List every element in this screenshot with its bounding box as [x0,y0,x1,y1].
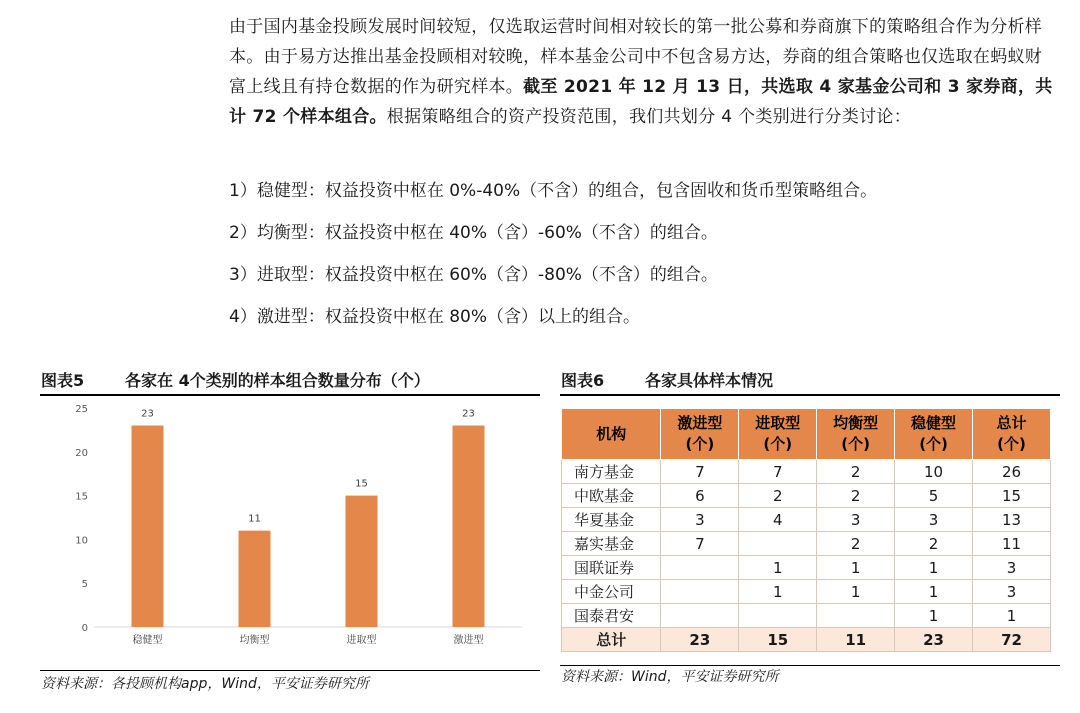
table-header-cell [895,409,973,460]
count-cell: 2 [817,484,895,508]
table-body [562,460,1051,652]
y-tick-label: 10 [75,535,88,547]
category-item-3: 3）进取型：权益投资中枢在 60%（含）-80%（不含）的组合。 [229,265,718,285]
count-cell: 3 [661,508,739,532]
y-tick-label: 15 [75,491,88,503]
header-line: 均衡型 [833,414,879,432]
count-cell: 10 [895,460,973,484]
y-tick-label: 0 [81,623,88,634]
figure5-top-rule [40,394,540,396]
header-line: 激进型 [677,414,723,432]
count-cell: 2 [895,532,973,556]
x-tick-label: 进取型 [346,635,377,646]
y-axis [75,404,88,634]
count-cell: 1 [739,556,817,580]
count-cell: 13 [973,508,1051,532]
count-cell: 1 [895,604,973,628]
table-header-row [562,409,1051,460]
figure5-title [41,370,430,392]
bar [346,496,378,627]
institution-cell: 国联证券 [562,556,661,580]
count-cell [661,556,739,580]
figure5-bottom-rule [40,670,540,671]
table-row [562,532,1051,556]
count-cell: 3 [817,508,895,532]
table-row [562,604,1051,628]
count-cell: 11 [973,532,1051,556]
count-cell: 3 [973,580,1051,604]
bar [239,531,271,627]
header-line: (个) [685,435,715,453]
figure6-bottom-rule [560,665,1060,666]
table-header-cell [739,409,817,460]
count-cell [739,604,817,628]
category-item-4: 4）激进型：权益投资中枢在 80%（含）以上的组合。 [229,307,641,327]
count-cell: 2 [817,532,895,556]
header-line: (个) [919,435,948,453]
header-line: 机构 [596,424,627,443]
y-tick-label: 20 [75,447,88,459]
x-tick-label: 均衡型 [239,635,270,646]
table-row [562,484,1051,508]
table-header-cell [661,409,739,460]
bars-group [132,409,485,627]
figure6-title [561,370,773,392]
figure5-number: 图表5 [41,371,85,390]
count-cell: 3 [973,556,1051,580]
category-item-1: 1）稳健型：权益投资中枢在 0%-40%（不含）的组合，包含固收和货币型策略组合。 [229,181,878,201]
institution-cell: 总计 [562,628,661,652]
x-tick-label: 激进型 [453,635,484,646]
intro-bold-text: 截至 2021 年 12 月 13 日，共选取 4 家基金公司和 3 家券商，共计 72 个样本组合。 [229,77,1053,127]
institution-cell: 嘉实基金 [562,532,661,556]
count-cell [661,604,739,628]
table-row [562,508,1051,532]
figure6-top-rule [560,394,1060,396]
count-cell: 72 [973,628,1051,652]
count-cell: 1 [895,580,973,604]
count-cell [817,604,895,628]
figure6-number: 图表6 [561,371,605,390]
bar-chart [40,398,540,660]
intro-paragraph [229,12,1057,132]
header-line: (个) [997,435,1026,453]
table-row [562,580,1051,604]
count-cell [739,532,817,556]
table-row [562,556,1051,580]
count-cell: 2 [817,460,895,484]
count-cell: 5 [895,484,973,508]
figure6-caption: 各家具体样本情况 [645,371,774,390]
count-cell: 1 [739,580,817,604]
institution-cell: 国泰君安 [562,604,661,628]
table-header-cell [817,409,895,460]
count-cell: 1 [973,604,1051,628]
institution-cell: 中金公司 [562,580,661,604]
count-cell: 4 [739,508,817,532]
count-cell: 23 [661,628,739,652]
bar-value-label: 11 [248,513,261,525]
table-header-cell [973,409,1051,460]
count-cell: 11 [817,628,895,652]
count-cell: 7 [661,532,739,556]
bar-value-label: 23 [462,408,475,420]
count-cell: 15 [739,628,817,652]
count-cell: 15 [973,484,1051,508]
figure5-source: 资料来源：各投顾机构app，Wind，平安证券研究所 [41,676,369,692]
institution-cell: 南方基金 [562,460,661,484]
count-cell: 1 [817,580,895,604]
intro-text-1: 由于国内基金投顾发展时间较短，仅选取运营时间相对较长的第一批公募和券商旗下的策略组合作为分析样本。由于易方达推出基金投顾相对较晚，样本基金公司中不包含易方达，券商的组合策略也仅选取在蚂蚁财富上线且有持仓数据的作为研究样本。 [229,17,1043,97]
x-tick-label: 稳健型 [132,635,163,646]
figure6-source: 资料来源：Wind，平安证券研究所 [561,669,779,685]
header-line: (个) [763,435,793,453]
count-cell: 2 [739,484,817,508]
header-line: (个) [841,435,871,453]
count-cell [661,580,739,604]
institution-cell: 华夏基金 [562,508,661,532]
bar [132,426,164,627]
count-cell: 23 [895,628,973,652]
category-item-2: 2）均衡型：权益投资中枢在 40%（含）-60%（不含）的组合。 [229,223,718,243]
count-cell: 6 [661,484,739,508]
table-row [562,460,1051,484]
count-cell: 26 [973,460,1051,484]
table-header-cell [562,409,661,460]
header-line: 进取型 [755,414,801,432]
y-tick-label: 5 [81,579,88,591]
y-tick-label: 25 [75,404,88,415]
bar-value-label: 23 [141,408,154,420]
intro-text-2: 根据策略组合的资产投资范围，我们共划分 4 个类别进行分类讨论： [386,107,912,127]
count-cell: 1 [817,556,895,580]
sample-table [561,408,1051,652]
count-cell: 1 [895,556,973,580]
bar [453,426,485,627]
figure5-caption: 各家在 4个类别的样本组合数量分布（个） [125,371,430,390]
count-cell: 3 [895,508,973,532]
table-total-row [562,628,1051,652]
count-cell: 7 [661,460,739,484]
header-line: 总计 [996,414,1027,432]
count-cell: 7 [739,460,817,484]
institution-cell: 中欧基金 [562,484,661,508]
header-line: 稳健型 [911,414,957,432]
bar-value-label: 15 [355,478,368,490]
x-axis [133,633,484,646]
